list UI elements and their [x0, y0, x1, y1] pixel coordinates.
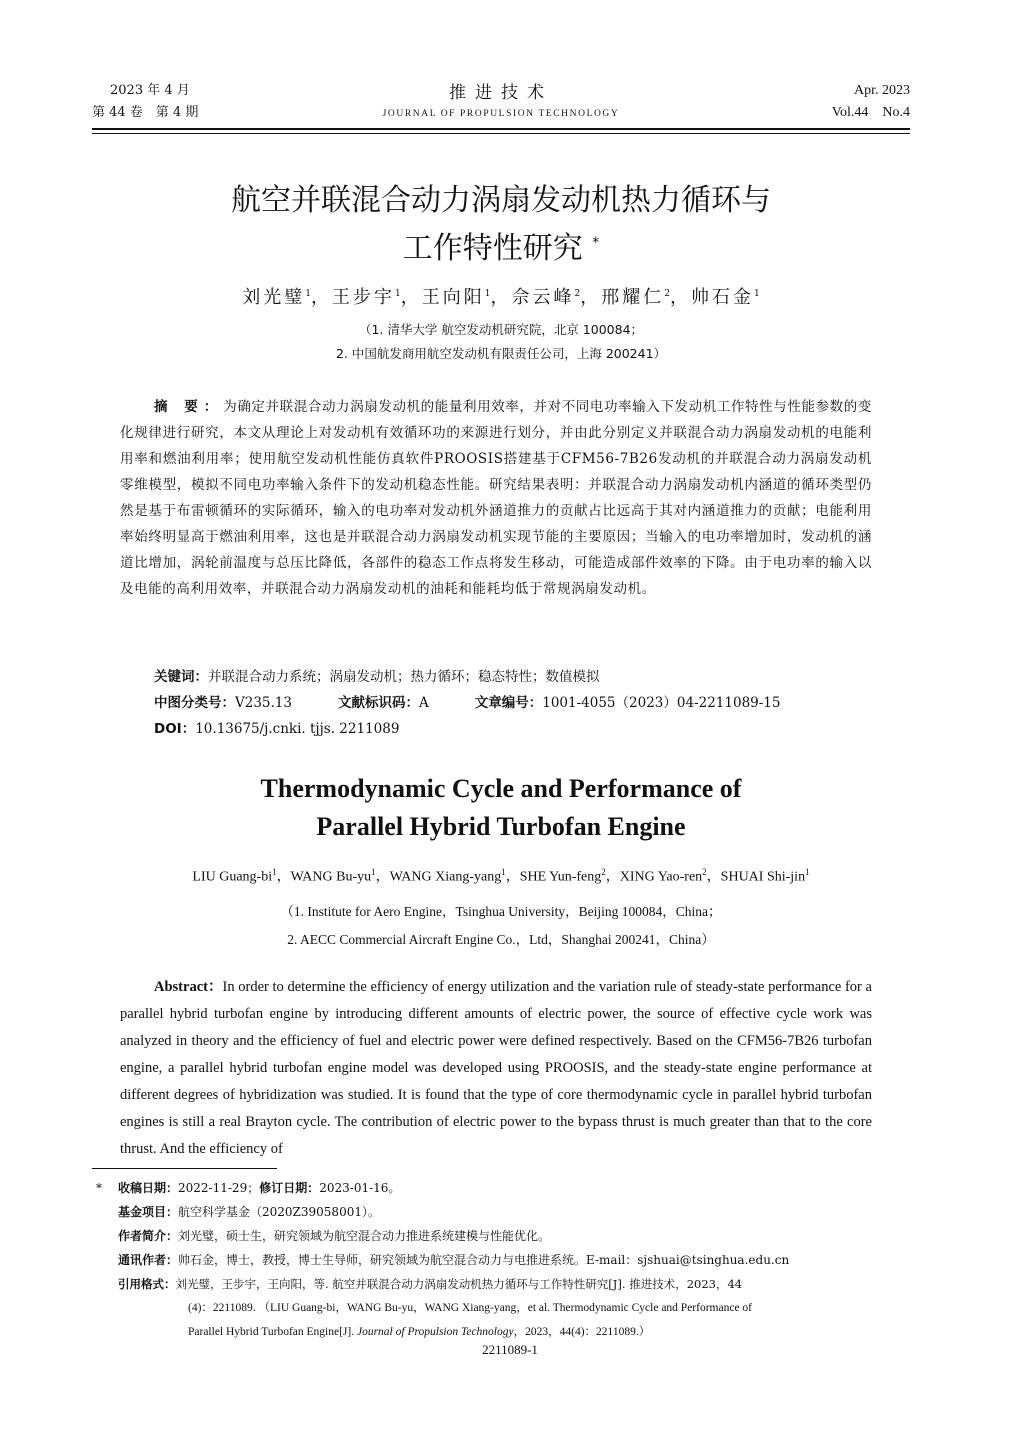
revised-label: 修订日期：: [259, 1181, 320, 1195]
header-right: [832, 80, 910, 124]
author-aff: 1: [501, 867, 506, 877]
citation-line1: 刘光璧，王步宇，王向阳，等. 航空并联混合动力涡扇发动机热力循环与工作特性研究[J]. 推进技术，2023，44: [175, 1277, 743, 1291]
affiliation-en-1: （1. Institute for Aero Engine，Tsinghua University，Beijing 100084，China；: [280, 904, 722, 919]
abstract-en-label: Abstract：: [154, 979, 223, 995]
clc-label: 中图分类号：: [154, 695, 235, 711]
keywords-row: [154, 664, 874, 690]
citation-line2: (4)：2211089. （LIU Guang-bi，WANG Bu-yu，WANG Xiang-yang，et al. Thermodynamic Cycle and Performance of: [188, 1302, 752, 1314]
author-cn: 邢耀仁: [601, 287, 665, 308]
header-volume-cn: 第 44 卷 第 4 期: [92, 105, 199, 120]
page-number: 2211089-1: [482, 1342, 538, 1357]
title-en-line1: Thermodynamic Cycle and Performance of: [260, 774, 742, 803]
author-bio-label: 作者简介：: [118, 1229, 179, 1243]
author-cn: 帅石金: [690, 287, 754, 308]
abstract-cn-label: 摘 要：: [154, 399, 224, 415]
fund-label: 基金项目：: [118, 1205, 179, 1219]
doi-row: [154, 716, 874, 742]
citation-line3: [118, 1320, 882, 1344]
doi-label: DOI：: [154, 721, 196, 737]
footnote-rule: [92, 1168, 277, 1169]
author-en: WANG Xiang-yang: [389, 869, 502, 885]
received-label: 收稿日期：: [118, 1181, 179, 1195]
citation-line3b: ，2023，44(4)：2211089.）: [513, 1326, 651, 1338]
clc-value: V235.13: [235, 695, 292, 711]
author-aff: 1: [371, 867, 376, 877]
revised-date: 2023-01-16。: [319, 1181, 401, 1195]
author-bio-text: 刘光璧，硕士生，研究领域为航空混合动力推进系统建模与性能优化。: [178, 1229, 551, 1243]
header-date-en: Apr. 2023: [854, 83, 910, 98]
citation-label: 引用格式：: [118, 1277, 176, 1291]
author-aff: 2: [702, 867, 707, 877]
affiliations-cn: [92, 318, 910, 366]
classification-row: [154, 690, 874, 716]
footnotes: [92, 1176, 882, 1344]
author-aff: 1: [305, 289, 312, 299]
author-en: XING Yao-ren: [619, 869, 703, 885]
abstract-cn: [120, 394, 872, 602]
header-volume-en: Vol.44 No.4: [831, 105, 910, 120]
author-aff: 1: [395, 289, 401, 299]
title-cn-line2: 工作特性研究: [402, 231, 583, 266]
journal-name-cn: 推进技术: [449, 83, 553, 103]
footnote-dates: [92, 1176, 882, 1200]
doccode-value: A: [419, 695, 429, 711]
title-footnote-marker: *: [592, 235, 600, 251]
article-no-value: 1001-4055（2023）04-2211089-15: [542, 695, 781, 711]
author-cn: 王步宇: [332, 287, 396, 308]
citation-line3a: Parallel Hybrid Turbofan Engine[J].: [188, 1326, 357, 1338]
footnote-fund: [92, 1200, 882, 1224]
title-cn: [92, 180, 910, 270]
author-en: SHE Yun-feng: [519, 869, 602, 885]
corresponding-label: 通讯作者：: [118, 1253, 179, 1267]
citation-journal: Journal of Propulsion Technology: [356, 1326, 514, 1338]
author-aff: 2: [664, 289, 670, 299]
header-rule-thin: [92, 133, 910, 134]
keywords-label: 关键词：: [154, 669, 208, 685]
author-cn: 王向阳: [421, 287, 485, 308]
author-cn: 刘光璧: [242, 287, 306, 308]
title-cn-line1: 航空并联混合动力涡扇发动机热力循环与: [231, 183, 771, 218]
author-aff: 2: [601, 867, 606, 877]
keywords-text: 并联混合动力系统；涡扇发动机；热力循环；稳态特性；数值模拟: [208, 669, 600, 685]
footnote-marker: *: [96, 1181, 102, 1195]
header-date-cn: 2023 年 4 月: [110, 83, 190, 98]
running-header: [92, 80, 910, 130]
author-en: SHUAI Shi-jin: [720, 869, 806, 885]
doi-value[interactable]: 10.13675/j.cnki. tjjs. 2211089: [195, 721, 400, 737]
author-aff: 1: [753, 289, 760, 299]
authors-cn: 刘光璧$^1$，王步宇$^1$，王向阳$^1$，佘云峰$^2$，邢耀仁$^2$，帅石金$^1$: [242, 287, 760, 308]
header-center: [92, 80, 910, 122]
affiliation-cn-2: 2. 中国航发商用航空发动机有限责任公司，上海 200241）: [335, 346, 667, 361]
abstract-en-text: In order to determine the efficiency of energy utilization and the variation rule of steady-state performance for a parallel hybrid turbofan engine by introducing different amounts of electric power, the source of effective cycle work was analyzed in theory and the efficiency of fuel and electric power were defined respectively. Based on the CFM56-7B26 turbofan engine, a parallel hybrid turbofan engine model was developed using PROOSIS, and the steady-state engine performance at different degrees of hybridization was studied. It is found that the type of core thermodynamic cycle in parallel hybrid turbofan engines is still a real Brayton cycle. The contribution of electric power to the bypass thrust is much greater than that to the core thrust. And the efficiency of: [120, 979, 872, 1157]
authors-en: LIU Guang-$bi^1$，WANG $Bu-yu^1$，WANG Xiang-yang$^1$，SHE Yun-feng$^2$，XING Yao-ren$^2$，SHUAI Shi-jin$^1$: [192, 867, 810, 885]
affiliation-en-2: 2. AECC Commercial Aircraft Engine Co.，Ltd，Shanghai 200241，China）: [287, 932, 715, 947]
abstract-en: [120, 974, 872, 1163]
author-aff: 1: [272, 867, 277, 877]
author-aff: 2: [574, 289, 581, 299]
affiliation-cn-1: （1. 清华大学 航空发动机研究院，北京 100084；: [358, 322, 644, 337]
author-cn: 佘云峰: [511, 287, 575, 308]
author-en: LIU Guang-bi: [192, 869, 273, 885]
journal-name-en: JOURNAL OF PROPULSION TECHNOLOGY: [382, 109, 620, 119]
title-en: [92, 770, 910, 846]
author-aff: 1: [484, 289, 491, 299]
title-en-line2: Parallel Hybrid Turbofan Engine: [316, 812, 686, 841]
author-en: WANG Bu-yu: [290, 869, 372, 885]
footnote-corresponding: [92, 1248, 882, 1272]
author-aff: 1: [805, 867, 810, 877]
received-date: 2022-11-29；: [178, 1181, 260, 1195]
corresponding-text: 帅石金，博士，教授，博士生导师，研究领域为航空混合动力与电推进系统。E-mail：sjshuai@tsinghua.edu.cn: [178, 1253, 790, 1267]
doccode-label: 文献标识码：: [338, 695, 419, 711]
affiliations-en: [92, 898, 910, 954]
abstract-cn-text: 为确定并联混合动力涡扇发动机的能量利用效率，并对不同电功率输入下发动机工作特性与性能参数的变化规律进行研究，本文从理论上对发动机有效循环功的来源进行划分，并由此分别定义并联混合动力涡扇发动机的电能利用率和燃油利用率；使用航空发动机性能仿真软件PROOSIS搭建基于CFM56-7B26发动机的并联混合动力涡扇发动机零维模型，模拟不同电功率输入条件下的发动机稳态性能。研究结果表明：并联混合动力涡扇发动机内涵道的循环类型仍然是基于布雷顿循环的实际循环，输入的电功率对发动机外涵道推力的贡献占比远高于其对内涵道推力的贡献；电能利用率始终明显高于燃油利用率，这也是并联混合动力涡扇发动机实现节能的主要原因；当输入的电功率增加时，发动机的涵道比增加，涡轮前温度与总压比降低，各部件的稳态工作点将发生移动，可能造成部件效率的下降。由于电功率的输入以及电能的高利用效率，并联混合动力涡扇发动机的油耗和能耗均低于常规涡扇发动机。: [120, 399, 872, 597]
header-rule-thick: [92, 128, 910, 130]
fund-text: 航空科学基金（2020Z39058001）。: [178, 1205, 380, 1219]
article-metadata-cn: [154, 664, 874, 742]
footnote-citation: [92, 1272, 882, 1344]
footnote-author-bio: [92, 1224, 882, 1248]
article-no-label: 文章编号：: [474, 695, 543, 711]
